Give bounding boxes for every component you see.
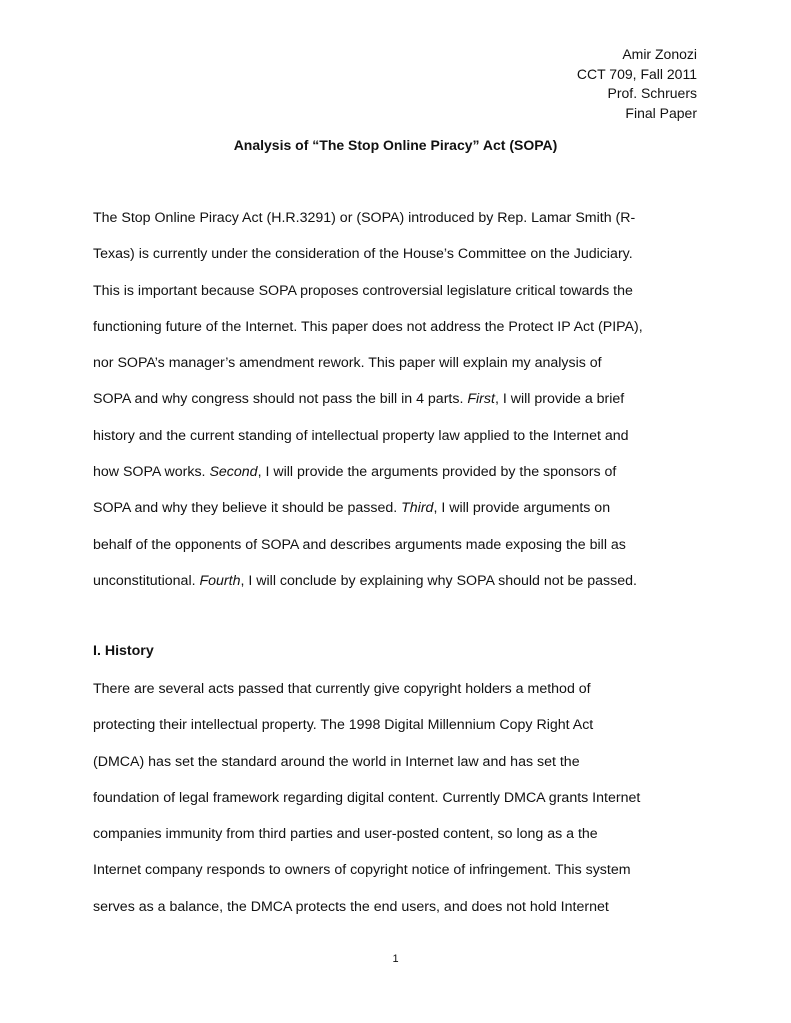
text-run: unconstitutional. <box>93 572 200 589</box>
emphasis-fourth: Fourth <box>199 572 241 589</box>
text-run: SOPA and why congress should not pass the bill in 4 parts. <box>93 391 468 408</box>
paragraph-line: functioning future of the Internet. This paper does not address the Protect IP Act (PIPA), <box>93 318 643 335</box>
paragraph-line <box>93 498 713 534</box>
author-name: Amir Zonozi <box>622 46 697 62</box>
paragraph-line: (DMCA) has set the standard around the world in Internet law and has set the <box>93 753 580 770</box>
paragraph-line: foundation of legal framework regarding digital content. Currently DMCA grants Internet <box>93 789 641 806</box>
intro-paragraph <box>93 208 713 607</box>
paragraph-line <box>93 389 713 425</box>
paragraph-line: Texas) is currently under the consideration of the House’s Committee on the Judiciary. <box>93 246 633 263</box>
emphasis-first: First <box>467 391 495 408</box>
text-run: how SOPA works. <box>93 464 210 481</box>
text-run: , I will provide arguments on <box>433 500 611 517</box>
text-run: , I will provide a brief <box>494 391 625 408</box>
paragraph-line: protecting their intellectual property. The 1998 Digital Millennium Copy Right Act <box>93 717 594 734</box>
paragraph-line: nor SOPA’s manager’s amendment rework. This paper will explain my analysis of <box>93 355 602 372</box>
paragraph-line: The Stop Online Piracy Act (H.R.3291) or (SOPA) introduced by Rep. Lamar Smith (R- <box>93 210 636 226</box>
history-paragraph <box>93 679 713 933</box>
emphasis-third: Third <box>401 500 434 517</box>
paper-title: Analysis of “The Stop Online Piracy” Act (SOPA) <box>233 137 558 153</box>
paragraph-line: This is important because SOPA proposes controversial legislature critical towards the <box>93 282 633 299</box>
author-header <box>577 45 697 123</box>
paragraph-line <box>93 462 713 498</box>
paper-type: Final Paper <box>625 104 697 121</box>
professor-name: Prof. Schruers <box>607 85 697 101</box>
text-run: , I will provide the arguments provided by the sponsors of <box>257 464 617 481</box>
paragraph-line: Internet company responds to owners of copyright notice of infringement. This system <box>93 862 631 879</box>
emphasis-second: Second <box>209 464 258 481</box>
course-info: CCT 709, Fall 2011 <box>576 65 697 82</box>
paragraph-line <box>93 571 713 607</box>
paragraph-line: There are several acts passed that currently give copyright holders a method of <box>93 681 591 697</box>
text-run: , I will conclude by explaining why SOPA should not be passed. <box>240 572 637 589</box>
paragraph-line: companies immunity from third parties and user-posted content, so long as a the <box>93 826 598 843</box>
section-heading-history: I. History <box>93 643 154 659</box>
text-run: SOPA and why they believe it should be passed. <box>93 500 402 517</box>
paragraph-line: behalf of the opponents of SOPA and describes arguments made exposing the bill as <box>93 536 626 553</box>
paragraph-line: serves as a balance, the DMCA protects the end users, and does not hold Internet <box>93 898 609 915</box>
page-number: 1 <box>392 953 399 965</box>
paragraph-line: history and the current standing of intellectual property law applied to the Internet and <box>93 427 629 444</box>
